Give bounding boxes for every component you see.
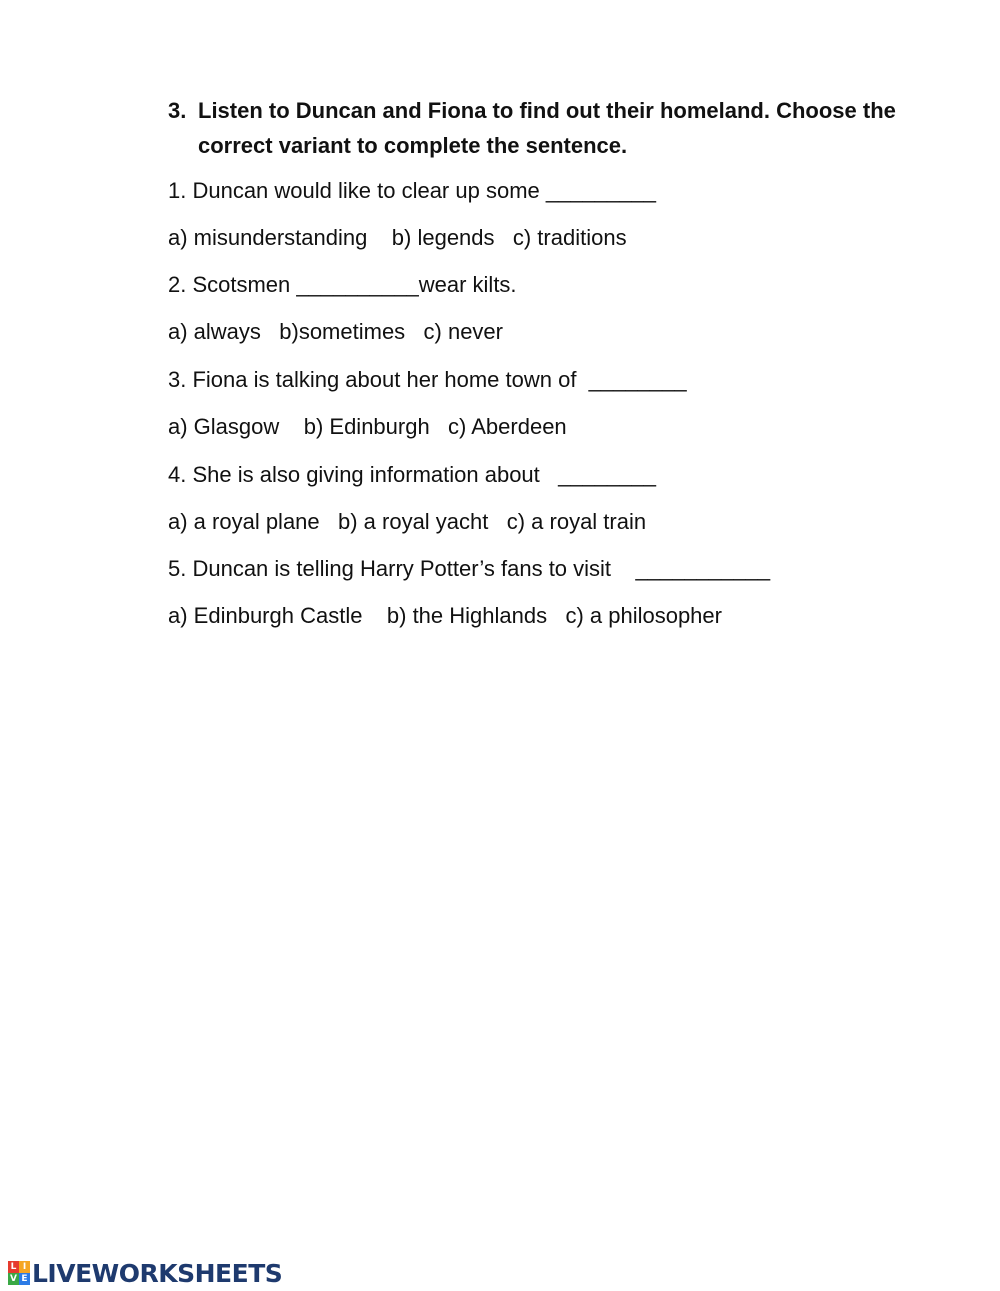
question-4: 4. She is also giving information about ________	[168, 462, 656, 487]
logo-letter: V	[8, 1273, 19, 1285]
logo-letter: L	[8, 1261, 19, 1273]
options-5: a) Edinburgh Castle b) the Highlands c) a philosopher	[168, 603, 722, 628]
options-4: a) a royal plane b) a royal yacht c) a royal train	[168, 509, 647, 534]
logo-text: LIVEWORKSHEETS	[32, 1258, 283, 1288]
liveworksheets-logo	[8, 1258, 282, 1288]
logo-mark-icon	[8, 1261, 30, 1285]
question-1: 1. Duncan would like to clear up some _________	[168, 178, 656, 203]
options-2: a) always b)sometimes c) never	[168, 319, 503, 344]
options-1: a) misunderstanding b) legends c) traditions	[168, 225, 627, 250]
question-3: 3. Fiona is talking about her home town of ________	[168, 367, 687, 392]
task-instruction: Listen to Duncan and Fiona to find out their homeland. Choose the correct variant to complete the sentence.	[198, 98, 896, 158]
task-heading	[168, 93, 928, 163]
options-3: a) Glasgow b) Edinburgh c) Aberdeen	[168, 414, 567, 439]
logo-letter: I	[19, 1261, 30, 1273]
task-number: 3.	[168, 98, 187, 123]
logo-letter: E	[19, 1273, 30, 1285]
question-5: 5. Duncan is telling Harry Potter’s fans to visit ___________	[168, 556, 771, 581]
question-2: 2. Scotsmen __________wear kilts.	[168, 272, 517, 297]
